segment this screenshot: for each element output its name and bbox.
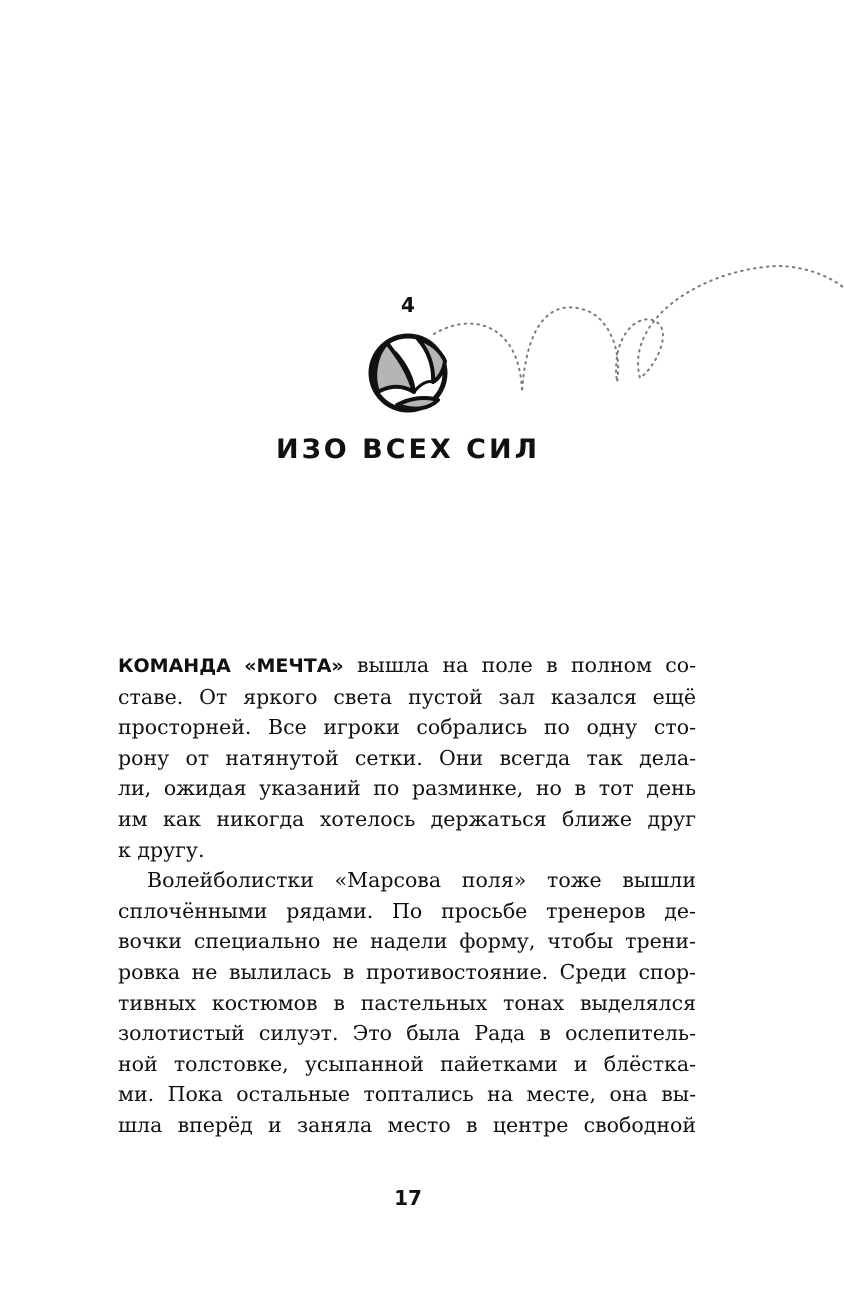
text-line: ли, ожидая указаний по разминке, но в тот день bbox=[118, 776, 696, 801]
volleyball-icon bbox=[371, 336, 445, 410]
text-line: ровка не вылилась в противостояние. Среди спор- bbox=[118, 959, 696, 984]
chapter-number: 4 bbox=[401, 293, 415, 317]
text-line: рону от натянутой сетки. Они всегда так дела- bbox=[118, 745, 696, 770]
text-line: к другу. bbox=[118, 837, 205, 862]
text-line: ставе. От яркого света пустой зал казался ещё bbox=[118, 684, 696, 709]
text-line: шла вперёд и заняла место в центре свободной bbox=[118, 1112, 696, 1137]
text-line-content: вышла на поле в полном со- bbox=[343, 653, 696, 677]
lead-in-caps: КОМАНДА «МЕЧТА» bbox=[118, 655, 344, 677]
text-line: им как никогда хотелось держаться ближе друг bbox=[118, 806, 696, 831]
chapter-title: ИЗО ВСЕХ СИЛ bbox=[275, 434, 541, 465]
page-number: 17 bbox=[394, 1186, 422, 1210]
dotted-ball-trajectory bbox=[434, 266, 844, 392]
text-line: золотистый силуэт. Это была Рада в ослепитель- bbox=[118, 1021, 696, 1046]
text-line: ми. Пока остальные топтались на месте, она вы- bbox=[118, 1082, 696, 1107]
text-line: просторней. Все игроки собрались по одну сто- bbox=[118, 715, 696, 740]
text-line: сплочёнными рядами. По просьбе тренеров де- bbox=[118, 898, 696, 923]
text-line: Волейболистки «Марсова поля» тоже вышли bbox=[147, 868, 696, 893]
text-line: тивных костюмов в пастельных тонах выделялся bbox=[118, 990, 696, 1015]
text-line: ной толстовке, усыпанной пайетками и блёстка- bbox=[118, 1051, 696, 1076]
text-line: вочки специально не надели форму, чтобы трени- bbox=[118, 929, 696, 954]
text-line bbox=[118, 650, 696, 682]
chapter-body bbox=[118, 650, 696, 1141]
